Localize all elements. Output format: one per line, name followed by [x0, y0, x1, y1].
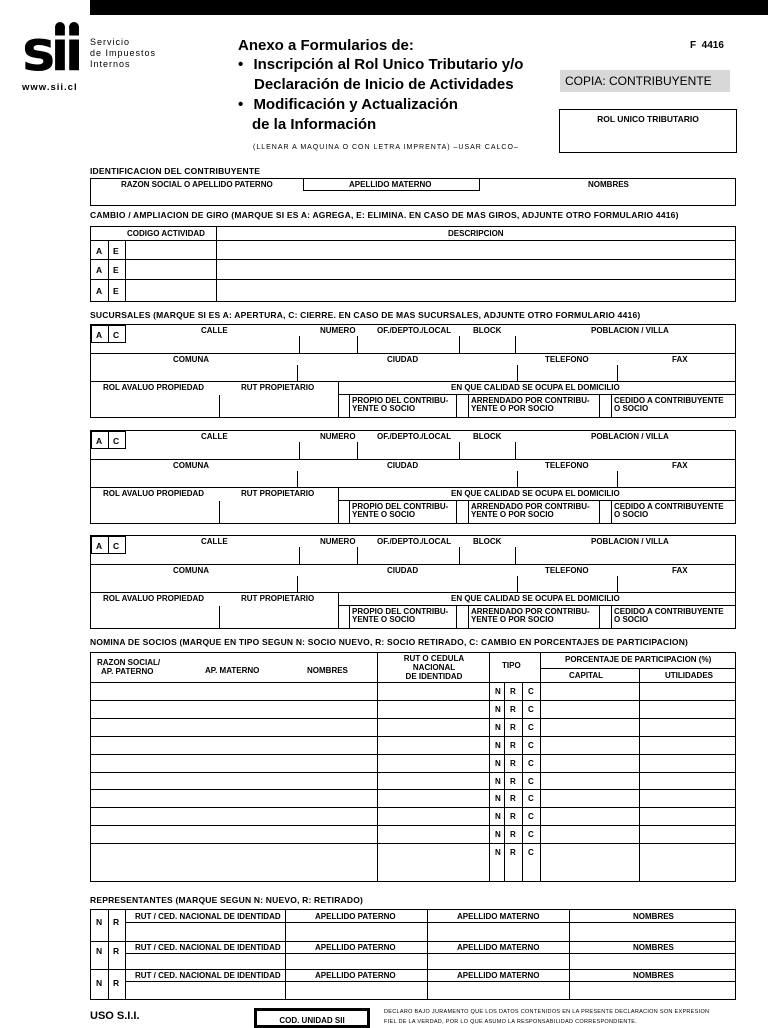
lbl-fax: FAX [672, 566, 688, 575]
rep-lbl-ap-materno: APELLIDO MATERNO [457, 971, 540, 980]
tipo-r[interactable]: R [510, 704, 516, 714]
lbl-depto: OF./DEPTO./LOCAL [377, 432, 452, 441]
opt-arrendado-line-2: YENTE O POR SOCIO [471, 404, 554, 413]
form-number: F 4416 [690, 40, 724, 51]
rep-r[interactable]: R [113, 978, 120, 988]
giro-table[interactable] [90, 226, 736, 302]
lbl-calle: CALLE [201, 326, 228, 335]
tipo-r[interactable]: R [510, 740, 516, 750]
rep-lbl-rut: RUT / CED. NACIONAL DE IDENTIDAD [135, 943, 281, 952]
col-nombres: NOMBRES [588, 180, 629, 189]
lbl-block: BLOCK [473, 432, 502, 441]
tipo-n[interactable]: N [495, 722, 501, 732]
lbl-depto: OF./DEPTO./LOCAL [377, 537, 452, 546]
hdr-rut-line-1: RUT O CEDULA [403, 654, 465, 663]
tipo-n[interactable]: N [495, 740, 501, 750]
opt-arrendado-line-2: YENTE O POR SOCIO [471, 510, 554, 519]
opt-arrendado-line-1: ARRENDADO POR CONTRIBU- [471, 396, 590, 405]
rep-n[interactable]: N [96, 978, 103, 988]
form-title: Anexo a Formularios de: [238, 37, 414, 54]
tipo-c[interactable]: C [528, 740, 534, 750]
sucursal-c[interactable]: C [113, 541, 120, 551]
socio-row[interactable] [91, 843, 735, 861]
opt-propio[interactable] [352, 608, 448, 624]
tipo-c[interactable]: C [528, 704, 534, 714]
bullet-2-line-2: de la Información [252, 116, 377, 133]
opt-cedido-line-2: O SOCIO [614, 404, 649, 413]
socio-row[interactable] [91, 718, 735, 736]
col-descripcion: DESCRIPCION [448, 229, 504, 238]
col-razon-social: RAZON SOCIAL O APELLIDO PATERNO [121, 180, 273, 189]
bullet-2-char: • [238, 96, 244, 113]
hdr-nombres: NOMBRES [307, 666, 348, 675]
opt-arrendado[interactable] [471, 397, 590, 413]
tipo-r[interactable]: R [510, 794, 516, 804]
giro-a-2[interactable]: A [96, 265, 103, 275]
lbl-calidad: EN QUE CALIDAD SE OCUPA EL DOMICILIO [451, 594, 620, 603]
tipo-r[interactable]: R [510, 812, 516, 822]
tipo-n[interactable]: N [495, 848, 501, 858]
lbl-calle: CALLE [201, 537, 228, 546]
bullet-1-line-2: Declaración de Inicio de Actividades [254, 76, 514, 93]
tipo-r[interactable]: R [510, 830, 516, 840]
tipo-n[interactable]: N [495, 776, 501, 786]
socio-row[interactable] [91, 700, 735, 718]
tipo-r[interactable]: R [510, 758, 516, 768]
rep-n[interactable]: N [96, 917, 103, 927]
lbl-comuna: COMUNA [173, 355, 209, 364]
declaracion-line-1: DECLARO BAJO JURAMENTO QUE LOS DATOS CONTENIDOS EN LA PRESENTE DECLARACION SON EXPRESION [384, 1009, 710, 1015]
sucursal-a[interactable]: A [96, 541, 103, 551]
rep-lbl-ap-materno: APELLIDO MATERNO [457, 943, 540, 952]
opt-arrendado-line-1: ARRENDADO POR CONTRIBU- [471, 607, 590, 616]
socio-row[interactable] [91, 825, 735, 843]
lbl-numero: NUMERO [320, 326, 356, 335]
opt-propio[interactable] [352, 503, 448, 519]
lbl-ciudad: CIUDAD [387, 461, 419, 470]
bullet-2-line-1: Modificación y Actualización [253, 96, 458, 113]
opt-propio-line-1: PROPIO DEL CONTRIBU- [352, 396, 449, 405]
rep-lbl-ap-paterno: APELLIDO PATERNO [315, 971, 396, 980]
bullet-1-line-1: Inscripción al Rol Unico Tributario y/o [253, 56, 524, 73]
rut-box-label: ROL UNICO TRIBUTARIO [597, 114, 699, 124]
rep-lbl-nombres: NOMBRES [633, 943, 674, 952]
org-name [90, 37, 156, 70]
hdr-razon-line-1: RAZON SOCIAL/ [97, 658, 161, 667]
lbl-rol-avaluo: ROL AVALUO PROPIEDAD [103, 594, 205, 603]
cod-unidad-label: COD. UNIDAD SII [279, 1016, 345, 1025]
opt-propio-line-2: YENTE O SOCIO [352, 404, 416, 413]
tipo-c[interactable]: C [528, 758, 534, 768]
hdr-utilidades: UTILIDADES [665, 671, 713, 680]
uso-sii-label: USO S.I.I. [90, 1010, 140, 1022]
giro-a-3[interactable]: A [96, 286, 103, 296]
tipo-c[interactable]: C [528, 687, 534, 696]
giro-e-3[interactable]: E [113, 286, 119, 296]
sucursal-block[interactable] [90, 535, 736, 629]
lbl-rol-avaluo: ROL AVALUO PROPIEDAD [103, 383, 205, 392]
representantes-table[interactable] [90, 909, 736, 1000]
tipo-r[interactable]: R [510, 687, 516, 696]
rep-r[interactable]: R [113, 917, 120, 927]
opt-arrendado[interactable] [471, 608, 590, 624]
tipo-n[interactable]: N [495, 812, 501, 822]
lbl-depto: OF./DEPTO./LOCAL [377, 326, 452, 335]
org-line-1: Servicio [90, 37, 131, 47]
opt-cedido[interactable] [614, 503, 724, 519]
rep-lbl-nombres: NOMBRES [633, 971, 674, 980]
socio-row[interactable] [91, 772, 735, 790]
lbl-comuna: COMUNA [173, 461, 209, 470]
tipo-c[interactable]: C [528, 776, 534, 786]
opt-propio-line-2: YENTE O SOCIO [352, 615, 416, 624]
sucursal-block[interactable] [90, 430, 736, 524]
tipo-n[interactable]: N [495, 758, 501, 768]
opt-propio-line-2: YENTE O SOCIO [352, 510, 416, 519]
hdr-rut [379, 654, 489, 681]
identificacion-title: IDENTIFICACION DEL CONTRIBUYENTE [90, 166, 261, 176]
tipo-n[interactable]: N [495, 704, 501, 714]
opt-cedido-line-1: CEDIDO A CONTRIBUYENTE [614, 607, 724, 616]
opt-cedido[interactable] [614, 397, 724, 413]
lbl-rut-propietario: RUT PROPIETARIO [241, 383, 315, 392]
lbl-rut-propietario: RUT PROPIETARIO [241, 489, 315, 498]
lbl-numero: NUMERO [320, 537, 356, 546]
opt-propio-line-1: PROPIO DEL CONTRIBU- [352, 607, 449, 616]
copy-label: COPIA: CONTRIBUYENTE [560, 70, 730, 92]
hdr-capital: CAPITAL [569, 671, 604, 680]
socio-row[interactable] [91, 736, 735, 754]
opt-cedido-line-1: CEDIDO A CONTRIBUYENTE [614, 396, 724, 405]
rep-n[interactable]: N [96, 946, 103, 956]
hdr-rut-line-2: NACIONAL [412, 663, 456, 672]
tipo-r[interactable]: R [510, 776, 516, 786]
representantes-title: REPRESENTANTES (MARQUE SEGUN N: NUEVO, R: RETIRADO) [90, 895, 364, 905]
declaracion-text [384, 1007, 709, 1027]
rut-box[interactable] [559, 109, 737, 153]
sucursal-a[interactable]: A [96, 330, 103, 340]
giro-e-1[interactable]: E [113, 246, 119, 256]
socios-table[interactable] [90, 652, 736, 882]
opt-propio[interactable] [352, 397, 448, 413]
tipo-r[interactable]: R [510, 722, 516, 732]
lbl-calle: CALLE [201, 432, 228, 441]
sucursal-c[interactable]: C [113, 330, 120, 340]
socio-row[interactable] [91, 789, 735, 807]
bullet-2 [238, 95, 458, 135]
logo-url: www.sii.cl [22, 82, 78, 93]
giro-a-1[interactable]: A [96, 246, 103, 256]
tipo-n[interactable]: N [495, 830, 501, 840]
lbl-calidad: EN QUE CALIDAD SE OCUPA EL DOMICILIO [451, 489, 620, 498]
opt-arrendado[interactable] [471, 503, 590, 519]
sucursal-c[interactable]: C [113, 436, 120, 446]
hdr-tipo: TIPO [502, 661, 521, 670]
lbl-comuna: COMUNA [173, 566, 209, 575]
lbl-calidad: EN QUE CALIDAD SE OCUPA EL DOMICILIO [451, 383, 620, 392]
lbl-fax: FAX [672, 355, 688, 364]
tipo-r[interactable]: R [510, 848, 516, 858]
rep-lbl-ap-materno: APELLIDO MATERNO [457, 912, 540, 921]
hdr-razon-social [97, 658, 160, 676]
bullet-1 [238, 55, 523, 95]
lbl-fax: FAX [672, 461, 688, 470]
top-bar [90, 0, 768, 15]
opt-cedido-line-2: O SOCIO [614, 615, 649, 624]
col-apellido-materno: APELLIDO MATERNO [349, 180, 432, 189]
lbl-block: BLOCK [473, 326, 502, 335]
lbl-telefono: TELEFONO [545, 566, 589, 575]
tipo-c[interactable]: C [528, 722, 534, 732]
opt-cedido-line-1: CEDIDO A CONTRIBUYENTE [614, 502, 724, 511]
lbl-rut-propietario: RUT PROPIETARIO [241, 594, 315, 603]
hdr-razon-line-2: AP. PATERNO [101, 667, 154, 676]
tipo-c[interactable]: C [528, 848, 534, 858]
hdr-porcentaje: PORCENTAJE DE PARTICIPACION (%) [565, 655, 712, 664]
tipo-c[interactable]: C [528, 830, 534, 840]
rep-lbl-nombres: NOMBRES [633, 912, 674, 921]
tipo-n[interactable]: N [495, 687, 501, 696]
opt-arrendado-line-2: YENTE O POR SOCIO [471, 615, 554, 624]
org-line-2: de Impuestos [90, 48, 157, 58]
lbl-ciudad: CIUDAD [387, 566, 419, 575]
tipo-n[interactable]: N [495, 794, 501, 804]
tipo-c[interactable]: C [528, 812, 534, 822]
sucursal-block[interactable] [90, 324, 736, 418]
lbl-telefono: TELEFONO [545, 355, 589, 364]
rep-lbl-ap-paterno: APELLIDO PATERNO [315, 943, 396, 952]
giro-title: CAMBIO / AMPLIACION DE GIRO (MARQUE SI ES A: AGREGA, E: ELIMINA. EN CASO DE MAS GIROS, ADJUNTE OTRO FORMULARIO 4416) [90, 210, 679, 220]
col-codigo-actividad: CODIGO ACTIVIDAD [127, 229, 205, 238]
logo-text: sii [22, 19, 79, 84]
lbl-poblacion: POBLACION / VILLA [591, 326, 669, 335]
cod-unidad-box[interactable] [254, 1008, 370, 1028]
tipo-c[interactable]: C [528, 794, 534, 804]
bullet-1-char: • [238, 56, 244, 73]
lbl-poblacion: POBLACION / VILLA [591, 537, 669, 546]
hdr-rut-line-3: DE IDENTIDAD [405, 672, 463, 681]
sucursal-a[interactable]: A [96, 436, 103, 446]
sii-logo [20, 19, 84, 84]
opt-cedido-line-2: O SOCIO [614, 510, 649, 519]
declaracion-line-2: FIEL DE LA VERDAD, POR LO QUE ASUMO LA RESPONSABILIDAD CORRESPONDIENTE. [384, 1019, 638, 1025]
org-line-3: Internos [90, 59, 131, 69]
rep-r[interactable]: R [113, 946, 120, 956]
rep-lbl-rut: RUT / CED. NACIONAL DE IDENTIDAD [135, 912, 281, 921]
lbl-telefono: TELEFONO [545, 461, 589, 470]
opt-propio-line-1: PROPIO DEL CONTRIBU- [352, 502, 449, 511]
rep-lbl-ap-paterno: APELLIDO PATERNO [315, 912, 396, 921]
socios-title: NOMINA DE SOCIOS (MARQUE EN TIPO SEGUN N: SOCIO NUEVO, R: SOCIO RETIRADO, C: CAMBIO EN PORCENTAJES DE PARTICIPACION) [90, 637, 689, 647]
lbl-numero: NUMERO [320, 432, 356, 441]
fill-instructions: (LLENAR A MAQUINA O CON LETRA IMPRENTA) –USAR CALCO– [253, 144, 519, 151]
socio-row[interactable] [91, 682, 735, 700]
lbl-block: BLOCK [473, 537, 502, 546]
opt-cedido[interactable] [614, 608, 724, 624]
lbl-poblacion: POBLACION / VILLA [591, 432, 669, 441]
socio-row[interactable] [91, 807, 735, 825]
identificacion-table[interactable] [90, 178, 736, 206]
lbl-rol-avaluo: ROL AVALUO PROPIEDAD [103, 489, 205, 498]
rep-lbl-rut: RUT / CED. NACIONAL DE IDENTIDAD [135, 971, 281, 980]
lbl-ciudad: CIUDAD [387, 355, 419, 364]
opt-arrendado-line-1: ARRENDADO POR CONTRIBU- [471, 502, 590, 511]
giro-e-2[interactable]: E [113, 265, 119, 275]
hdr-ap-materno: AP. MATERNO [205, 666, 260, 675]
socio-row[interactable] [91, 754, 735, 772]
sucursales-title: SUCURSALES (MARQUE SI ES A: APERTURA, C: CIERRE. EN CASO DE MAS SUCURSALES, ADJUNTE OTRO FORMULARIO 4416) [90, 310, 641, 320]
